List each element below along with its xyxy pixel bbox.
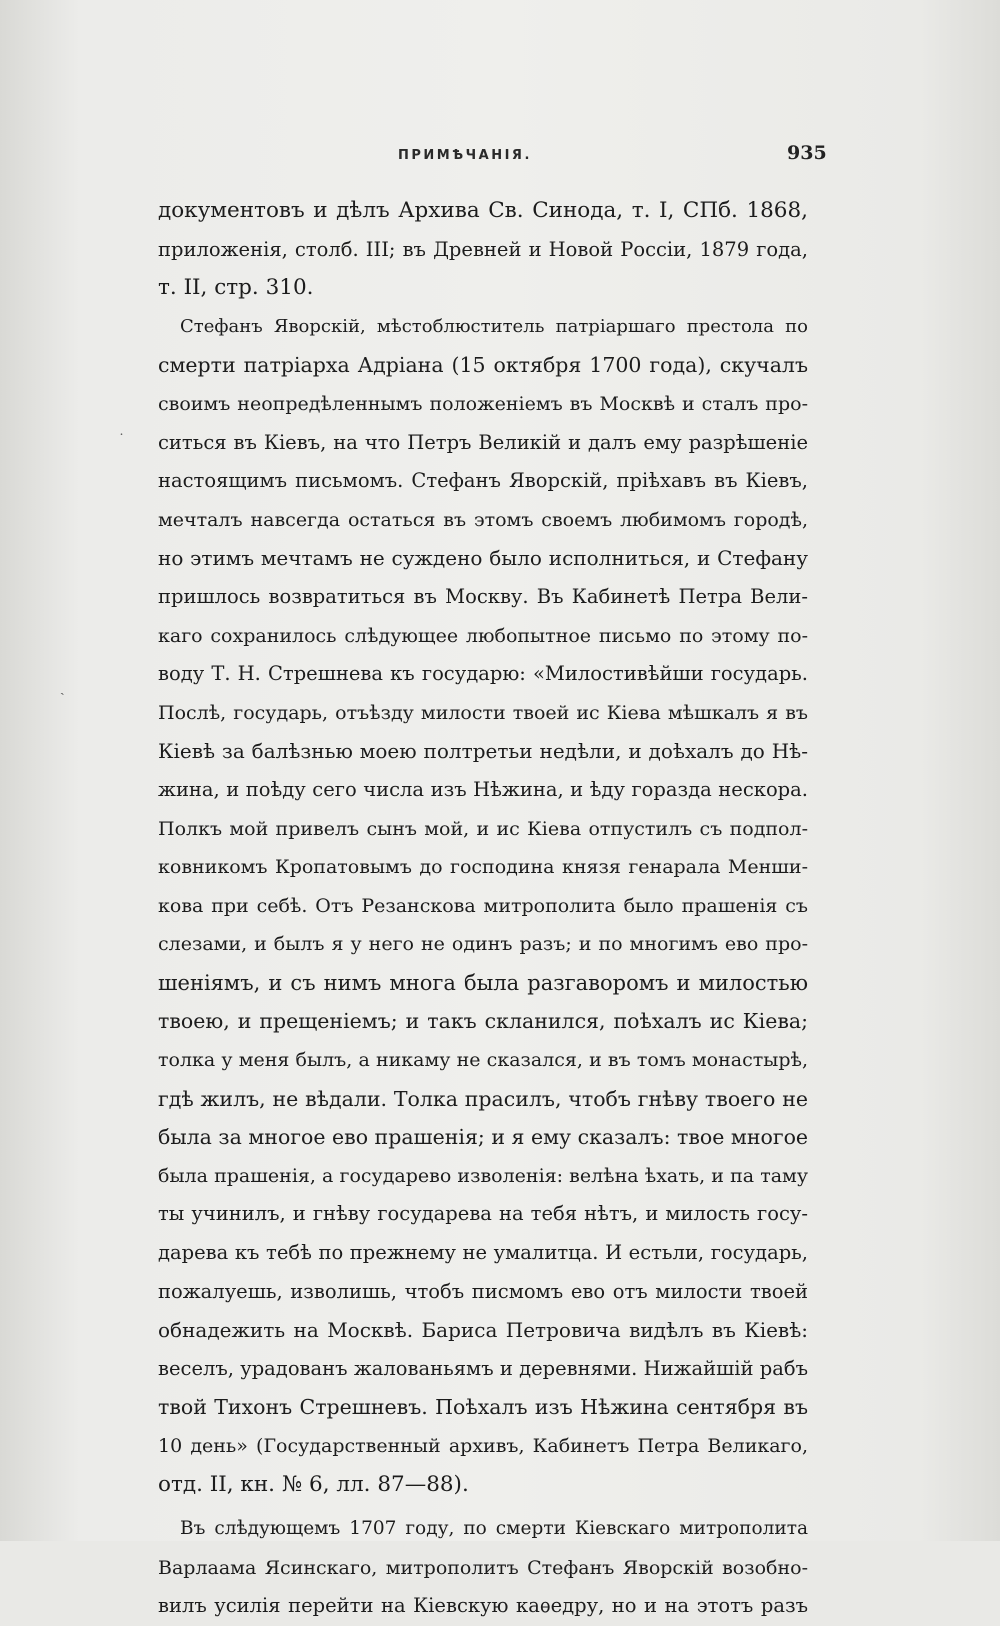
text-line: ковникомъ Кропатовымъ до господина князя генарала Менши-: [158, 856, 808, 879]
paragraph: [158, 192, 808, 308]
text-line: толка у меня былъ, а никаму не сказался, и въ томъ монастырѣ,: [158, 1049, 808, 1072]
text-line: ты учинилъ, и гнѣву государева на тебя нѣтъ, и милость госу-: [158, 1202, 808, 1226]
text-line: веселъ, урадованъ жалованьямъ и деревнями. Нижайшій рабъ: [158, 1356, 808, 1380]
paragraph: [158, 308, 808, 1504]
text-line: смерти патріарха Адріана (15 октября 1700 года), скучалъ: [158, 353, 808, 378]
text-line: Кіевѣ за балѣзнью моею полтретьи недѣли, и доѣхалъ до Нѣ-: [158, 739, 808, 764]
text-line: каго сохранилось слѣдующее любопытное письмо по этому по-: [158, 624, 808, 647]
text-line: обнадежить на Москвѣ. Бариса Петровича видѣлъ въ Кіевѣ:: [158, 1318, 808, 1343]
text-line: кова при себѣ. Отъ Резанскова митрополита было прашенія съ: [158, 894, 808, 917]
margin-mark: ˎ: [60, 680, 65, 696]
text-line: документовъ и дѣлъ Архива Св. Синода, т. I, СПб. 1868,: [158, 198, 808, 223]
text-line: настоящимъ письмомъ. Стефанъ Яворскій, пріѣхавъ въ Кіевъ,: [158, 469, 808, 493]
text-line: ситься въ Кіевъ, на что Петръ Великій и далъ ему разрѣшеніе: [158, 430, 808, 454]
text-line: пришлось возвратиться въ Москву. Въ Кабинетѣ Петра Вели-: [158, 584, 808, 608]
text-line: дарева къ тебѣ по прежнему не умалитца. И естьли, государь,: [158, 1241, 808, 1265]
body-text: [158, 192, 808, 1626]
text-line: но этимъ мечтамъ не суждено было исполниться, и Стефану: [158, 546, 808, 571]
text-line: т. II, стр. 310.: [158, 275, 314, 301]
text-line: гдѣ жилъ, не вѣдали. Толка прасилъ, чтобъ гнѣву твоего не: [158, 1086, 808, 1111]
text-line: пожалуешь, изволишь, чтобъ писмомъ ево отъ милости твоей: [158, 1279, 808, 1303]
text-line: Варлаама Ясинскаго, митрополитъ Стефанъ Яворскій возобно-: [158, 1556, 808, 1579]
text-line: слезами, и былъ я у него не одинъ разъ; и по многимъ ево про-: [158, 933, 808, 956]
text-line: Стефанъ Яворскій, мѣстоблюститель патріаршаго престола по: [180, 315, 808, 337]
text-line: была за многое ево прашенія; и я ему сказалъ: твое многое: [158, 1125, 808, 1150]
text-line: Въ слѣдующемъ 1707 году, по смерти Кіевскаго митрополита: [180, 1518, 808, 1540]
text-line: своимъ неопредѣленнымъ положеніемъ въ Москвѣ и сталъ про-: [158, 392, 808, 415]
text-line: отд. II, кн. № 6, лл. 87—88).: [158, 1471, 469, 1497]
text-line: 10 день» (Государственный архивъ, Кабинетъ Петра Великаго,: [158, 1435, 808, 1457]
text-line: шеніямъ, и съ нимъ многа была разгаворомъ и милостью: [158, 970, 808, 995]
text-line: Послѣ, государь, отъѣзду милости твоей ис Кіева мѣшкалъ я въ: [158, 701, 808, 724]
text-line: Полкъ мой привелъ сынъ мой, и ис Кіева отпустилъ съ подпол-: [158, 817, 808, 840]
text-line: приложенія, столб. III; въ Древней и Новой Россіи, 1879 года,: [158, 237, 808, 261]
text-line: твой Тихонъ Стрешневъ. Поѣхалъ изъ Нѣжина сентября въ: [158, 1395, 808, 1420]
running-head: ПРИМѢЧАНІЯ.: [398, 148, 532, 163]
page-number: 935: [787, 142, 827, 164]
text-line: воду Т. Н. Стрешнева къ государю: «Милостивѣйши государь.: [158, 662, 808, 686]
margin-mark: ˙: [118, 432, 125, 448]
text-line: вилъ усилія перейти на Кіевскую каѳедру, но и на этотъ разъ: [158, 1594, 808, 1618]
text-line: мечталъ навсегда остаться въ этомъ своемъ любимомъ городѣ,: [158, 508, 808, 531]
paragraph: [158, 1510, 808, 1626]
text-line: твоею, и прещеніемъ; и такъ скланился, поѣхалъ ис Кіева;: [158, 1009, 808, 1034]
text-line: жина, и поѣду сего числа изъ Нѣжина, и ѣду горазда нескора.: [158, 777, 808, 801]
text-line: была прашенія, а государево изволенія: велѣна ѣхать, и па таму: [158, 1164, 808, 1187]
